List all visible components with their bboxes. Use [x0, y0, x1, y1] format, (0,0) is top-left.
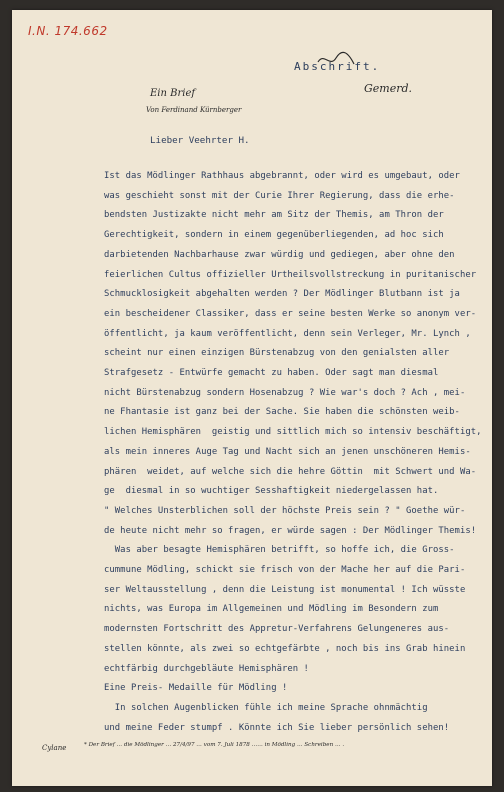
- text-line: scheint nur einen einzigen Bürstenabzug von den genialsten aller: [104, 348, 450, 359]
- document-page: [12, 10, 492, 786]
- text-line: modernsten Fortschritt des Appretur-Verfahrens Gelungeneres aus-: [104, 624, 450, 635]
- text-line: Strafgesetz - Entwürfe gemacht zu haben. Oder sagt man diesmal: [104, 368, 439, 379]
- text-line: was geschieht sonst mit der Curie Ihrer Regierung, dass die erhe-: [104, 190, 455, 201]
- text-line: ne Fhantasie ist ganz bei der Sache. Sie haben die schönsten weib-: [104, 407, 460, 418]
- text-line: als mein inneres Auge Tag und Nacht sich an jenen unschöneren Hemis-: [104, 446, 471, 457]
- text-line: stellen könnte, als zwei so echtgefärbte , noch bis ins Grab hinein: [104, 643, 466, 654]
- text-line: ein bescheidener Classiker, dass er seine besten Werke so anonym ver-: [104, 308, 477, 319]
- text-line: Was aber besagte Hemisphären betrifft, so hoffe ich, die Gross-: [104, 545, 455, 556]
- text-line: öffentlicht, ja kaum veröffentlicht, denn sein Verleger, Mr. Lynch ,: [104, 328, 471, 339]
- margin-note: Cylane: [42, 744, 67, 752]
- text-line: … in Mödling … Schreiben … .: [257, 742, 345, 748]
- text-line: Gerechtigkeit, sondern in einem gegenüberliegenden, ad hoc sich: [104, 230, 444, 241]
- letter-body: [104, 167, 504, 738]
- handwritten-note: Ein Brief: [150, 88, 196, 99]
- text-line: nicht Bürstenabzug sondern Hosenabzug ? Wie war's doch ? Ach , mei-: [104, 387, 466, 398]
- text-line: nichts, was Europa im Allgemeinen und Mödling im Besondern zum: [104, 604, 439, 615]
- text-line: ge diesmal in so wuchtiger Sesshaftigkeit niedergelassen hat.: [104, 486, 439, 497]
- text-line: cummune Mödling, schickt sie frisch von der Mache her auf die Pari-: [104, 565, 466, 576]
- strike-scribble-icon: [316, 50, 356, 70]
- handwritten-note-sub: Von Ferdinand Kürnberger: [146, 106, 242, 114]
- handwritten-mark: Gemerd.: [364, 82, 413, 95]
- text-line: Schmucklosigkeit abgehalten werden ? Der Mödlinger Blutbann ist ja: [104, 289, 460, 300]
- text-line: bendsten Justizakte nicht mehr am Sitz der Themis, am Thron der: [104, 210, 444, 221]
- document-title: Abschrift.: [294, 60, 381, 73]
- text-line: In solchen Augenblicken fühle ich meine Sprache ohnmächtig: [104, 702, 428, 713]
- text-line: darbietenden Nachbarhause zwar würdig und gediegen, aber ohne den: [104, 249, 455, 260]
- text-line: * Der Brief … die Mödlinger … 27/4/97 … vom 7. Juli 1878 …: [84, 742, 258, 748]
- text-line: " Welches Unsterblichen soll der höchste Preis sein ? " Goethe wür-: [104, 505, 466, 516]
- text-line: Eine Preis- Medaille für Mödling !: [104, 683, 288, 694]
- text-line: phären weidet, auf welche sich die hehre Göttin mit Schwert und Wa-: [104, 466, 477, 477]
- footnote: [84, 740, 484, 750]
- text-line: Ist das Mödlinger Rathhaus abgebrannt, oder wird es umgebaut, oder: [104, 171, 460, 181]
- text-line: de heute nicht mehr so fragen, er würde sagen : Der Mödlinger Themis!: [104, 525, 477, 536]
- text-line: lichen Hemisphären geistig und sittlich mich so intensiv beschäftigt,: [104, 427, 482, 438]
- text-line: echtfärbig durchgebläute Hemisphären !: [104, 663, 309, 674]
- text-line: feierlichen Cultus offizieller Urtheilsvollstreckung in puritanischer: [104, 269, 477, 280]
- salutation: Lieber Veehrter H.: [150, 135, 250, 146]
- archive-id: I.N. 174.662: [28, 24, 108, 38]
- text-line: und meine Feder stumpf . Könnte ich Sie lieber persönlich sehen!: [104, 722, 450, 733]
- text-line: ser Weltausstellung , denn die Leistung ist monumental ! Ich wüsste: [104, 584, 466, 595]
